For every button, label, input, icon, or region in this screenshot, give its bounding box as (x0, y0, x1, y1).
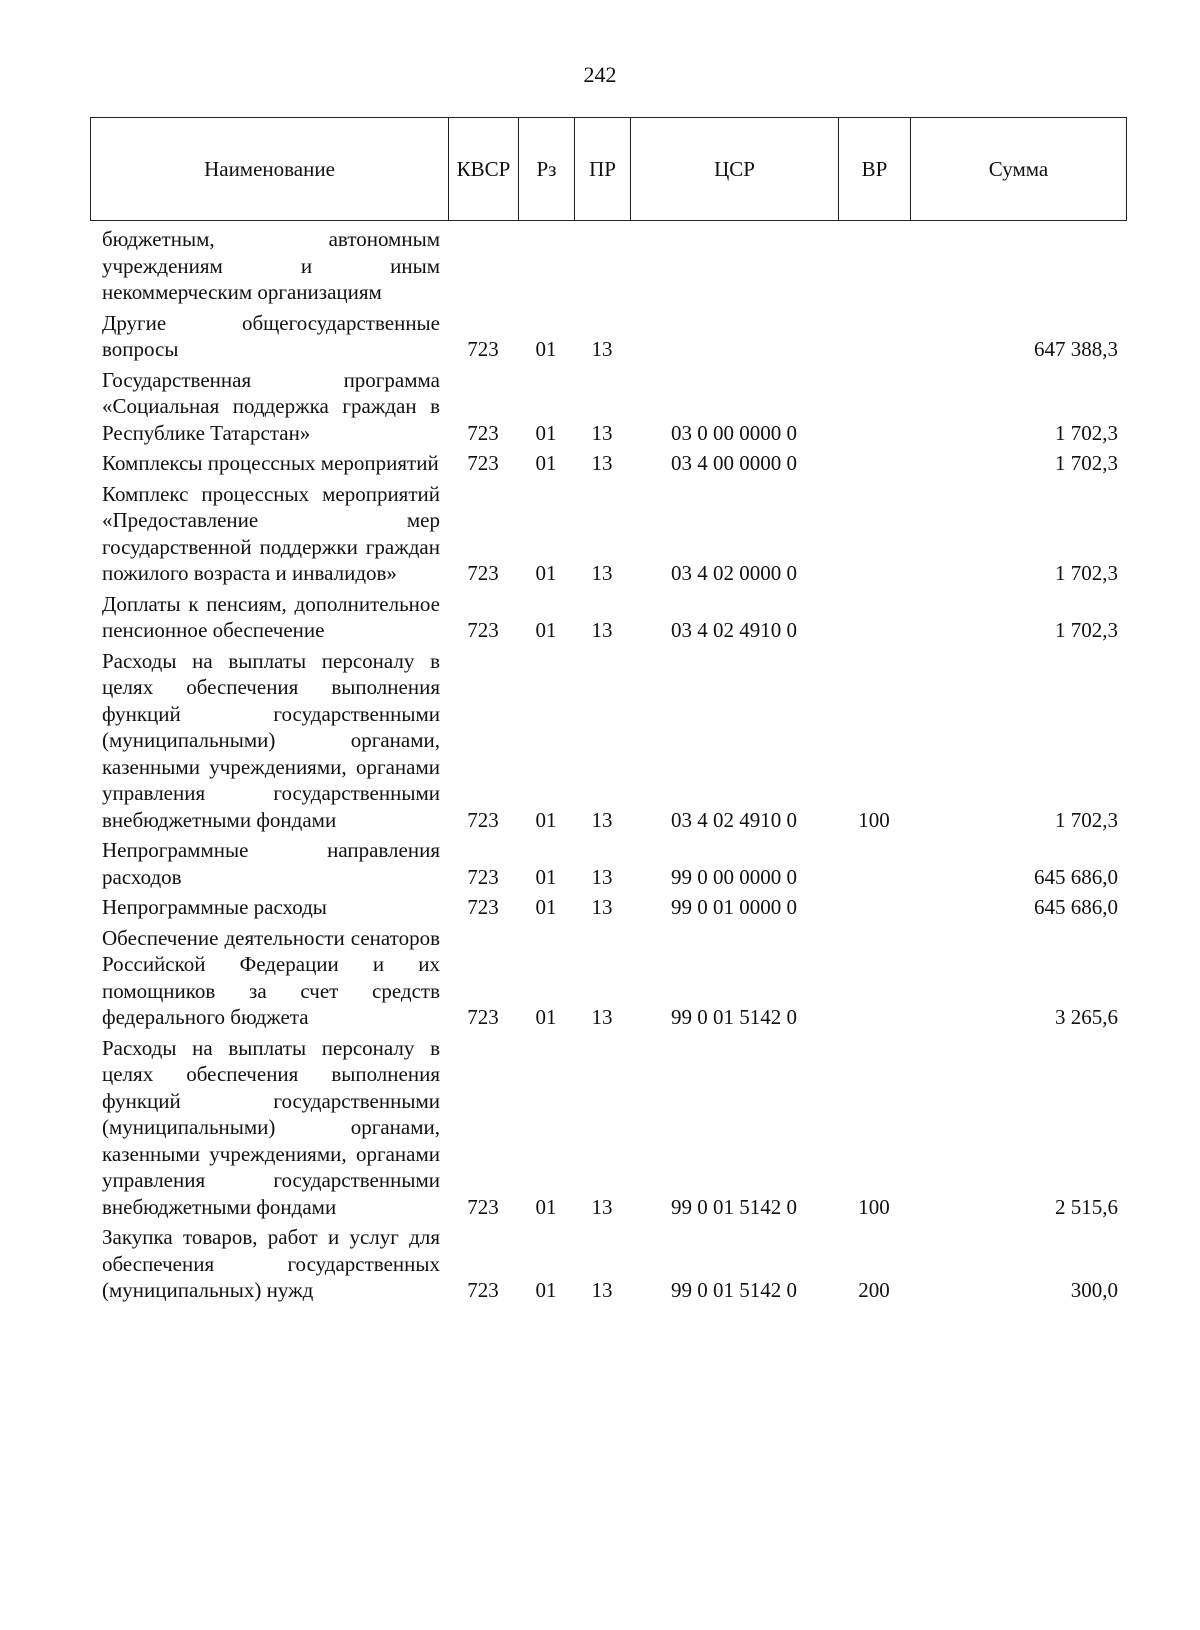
cell-kvsr (448, 224, 518, 308)
table-row (90, 308, 1126, 365)
cell-name: Государственная программа «Социальная поддержка граждан в Республике Татарстан» (102, 367, 440, 445)
cell-sum: 1 702,3 (1055, 807, 1118, 832)
cell-pr: 13 (591, 1005, 613, 1029)
cell-rz: 01 (535, 451, 557, 475)
cell-vr (838, 224, 910, 308)
cell-name: Расходы на выплаты персоналу в целях обеспечения выполнения функций государственными (муниципальными) органами, казенными учреждениями, органами управления государственными внебюджетными фондами (102, 1035, 440, 1219)
table-row (90, 835, 1126, 892)
cell-pr: 13 (591, 561, 613, 585)
cell-vr (838, 835, 910, 892)
cell-rz: 01 (535, 618, 557, 642)
cell-csr: 03 4 02 0000 0 (671, 561, 797, 585)
cell-name: Расходы на выплаты персоналу в целях обеспечения выполнения функций государственными (муниципальными) органами, казенными учреждениями, органами управления государственными внебюджетными фондами (102, 648, 440, 832)
cell-csr (630, 224, 838, 308)
column-header-rz: Рз (519, 118, 575, 221)
table-row (90, 365, 1126, 449)
cell-sum: 1 702,3 (1055, 618, 1118, 642)
cell-pr: 13 (591, 895, 613, 919)
cell-rz: 01 (535, 864, 557, 889)
column-header-sum: Сумма (911, 118, 1127, 221)
cell-sum: 300,0 (1070, 1278, 1118, 1302)
cell-vr (838, 589, 910, 646)
cell-csr (630, 308, 838, 365)
cell-name: Закупка товаров, работ и услуг для обеспечения государственных (муниципальных) нужд (102, 1225, 440, 1302)
cell-vr (838, 892, 910, 923)
cell-vr (838, 308, 910, 365)
table-header (90, 117, 1127, 221)
cell-csr: 99 0 01 5142 0 (671, 1194, 797, 1219)
cell-kvsr: 723 (467, 561, 499, 585)
cell-name: Комплексы процессных мероприятий (102, 451, 439, 475)
cell-vr: 100 (858, 1194, 890, 1219)
cell-rz: 01 (535, 895, 557, 919)
budget-table (90, 224, 1126, 1306)
cell-name: бюджетным, автономным учреждениям и иным некоммерческим организациям (102, 227, 440, 304)
cell-rz: 01 (535, 807, 557, 832)
cell-csr: 03 4 00 0000 0 (671, 451, 797, 475)
cell-pr: 13 (591, 451, 613, 475)
cell-kvsr: 723 (467, 618, 499, 642)
cell-pr: 13 (591, 1278, 613, 1302)
cell-csr: 99 0 01 5142 0 (671, 1278, 797, 1302)
cell-pr: 13 (591, 420, 613, 445)
table-body (90, 224, 1126, 1306)
cell-rz: 01 (535, 561, 557, 585)
cell-rz: 01 (535, 1005, 557, 1029)
cell-name: Комплекс процессных мероприятий «Предоставление мер государственной поддержки граждан пожилого возраста и инвалидов» (102, 481, 440, 585)
cell-csr: 99 0 01 0000 0 (671, 895, 797, 919)
cell-sum (910, 224, 1126, 308)
cell-pr: 13 (591, 337, 613, 361)
cell-name: Обеспечение деятельности сенаторов Российской Федерации и их помощников за счет средств федерального бюджета (102, 925, 440, 1029)
cell-kvsr: 723 (467, 895, 499, 919)
cell-csr: 03 4 02 4910 0 (671, 618, 797, 642)
table-row (90, 923, 1126, 1033)
cell-rz: 01 (535, 1278, 557, 1302)
table-row (90, 892, 1126, 923)
cell-kvsr: 723 (467, 420, 499, 445)
cell-vr (838, 365, 910, 449)
cell-sum: 645 686,0 (1034, 895, 1118, 919)
cell-rz: 01 (535, 1194, 557, 1219)
cell-csr: 99 0 01 5142 0 (671, 1005, 797, 1029)
cell-csr: 03 0 00 0000 0 (671, 420, 797, 445)
cell-sum: 3 265,6 (1055, 1005, 1118, 1029)
cell-csr: 03 4 02 4910 0 (671, 807, 797, 832)
cell-kvsr: 723 (467, 451, 499, 475)
column-header-name: Наименование (91, 118, 449, 221)
page-number: 242 (583, 62, 617, 87)
cell-kvsr: 723 (467, 1278, 499, 1302)
cell-sum: 647 388,3 (1034, 337, 1118, 361)
column-header-vr: ВР (839, 118, 911, 221)
cell-kvsr: 723 (467, 864, 499, 889)
cell-vr: 200 (858, 1278, 890, 1302)
table-row (90, 589, 1126, 646)
cell-rz (518, 224, 574, 308)
cell-kvsr: 723 (467, 1005, 499, 1029)
column-header-csr: ЦСР (631, 118, 839, 221)
cell-name: Другие общегосударственные вопросы (102, 310, 440, 361)
cell-vr (838, 923, 910, 1033)
cell-kvsr: 723 (467, 337, 499, 361)
cell-name: Доплаты к пенсиям, дополнительное пенсионное обеспечение (102, 591, 440, 642)
cell-pr: 13 (591, 618, 613, 642)
cell-sum: 2 515,6 (1055, 1194, 1118, 1219)
cell-pr: 13 (591, 1194, 613, 1219)
cell-rz: 01 (535, 420, 557, 445)
column-header-pr: ПР (575, 118, 631, 221)
cell-sum: 1 702,3 (1055, 561, 1118, 585)
table-row (90, 1033, 1126, 1223)
cell-pr: 13 (591, 864, 613, 889)
cell-csr: 99 0 00 0000 0 (671, 864, 797, 889)
cell-rz: 01 (535, 337, 557, 361)
table-row (90, 224, 1126, 308)
table-row (90, 1222, 1126, 1306)
cell-name: Непрограммные расходы (102, 895, 327, 919)
cell-sum: 1 702,3 (1055, 420, 1118, 445)
cell-vr: 100 (858, 807, 890, 832)
cell-pr (574, 224, 630, 308)
cell-sum: 645 686,0 (1034, 864, 1118, 889)
cell-vr (838, 479, 910, 589)
cell-pr: 13 (591, 807, 613, 832)
cell-vr (838, 448, 910, 479)
cell-sum: 1 702,3 (1055, 451, 1118, 475)
cell-kvsr: 723 (467, 1194, 499, 1219)
table-row (90, 646, 1126, 836)
cell-name: Непрограммные направления расходов (102, 838, 440, 889)
cell-kvsr: 723 (467, 807, 499, 832)
column-header-kvsr: КВСР (449, 118, 519, 221)
table-row (90, 479, 1126, 589)
table-row (90, 448, 1126, 479)
